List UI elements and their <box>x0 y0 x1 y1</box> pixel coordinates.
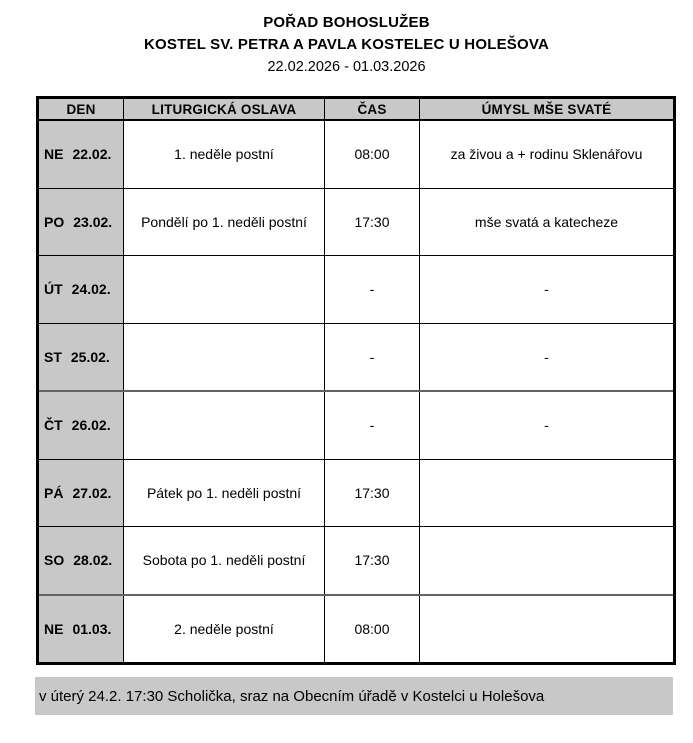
table-row <box>38 188 675 256</box>
day-abbrev: ÚT <box>44 281 63 298</box>
column-header-umysl-mse-svate: ÚMYSL MŠE SVATÉ <box>420 98 675 121</box>
day-abbrev: NE <box>44 146 64 163</box>
liturgy-cell <box>124 256 325 324</box>
day-abbrev: PÁ <box>44 484 64 501</box>
intention-cell: za živou a + rodinu Sklenářovu <box>420 120 675 188</box>
table-row <box>38 595 675 664</box>
page-subtitle: KOSTEL SV. PETRA A PAVLA KOSTELEC U HOLEŠOVA <box>144 36 549 53</box>
day-date: 01.03. <box>72 620 112 637</box>
time-cell: - <box>325 323 420 391</box>
time-cell: 08:00 <box>325 595 420 664</box>
column-header-liturgicka-oslava: LITURGICKÁ OSLAVA <box>124 98 325 121</box>
intention-cell: - <box>420 256 675 324</box>
day-cell <box>38 323 124 391</box>
day-cell <box>38 527 124 595</box>
time-cell: 08:00 <box>325 120 420 188</box>
day-date: 27.02. <box>72 484 112 501</box>
page-title: POŘAD BOHOSLUŽEB <box>263 14 430 31</box>
intention-cell: - <box>420 391 675 459</box>
schedule-table <box>36 96 676 665</box>
liturgy-cell: Pátek po 1. neděli postní <box>124 459 325 527</box>
day-date: 28.02. <box>73 552 113 569</box>
liturgy-cell <box>124 391 325 459</box>
table-row <box>38 120 675 188</box>
intention-cell <box>420 595 675 664</box>
time-cell: 17:30 <box>325 459 420 527</box>
day-abbrev: ČT <box>44 417 63 434</box>
day-abbrev: SO <box>44 552 65 569</box>
liturgy-cell: Pondělí po 1. neděli postní <box>124 188 325 256</box>
column-header-cas: ČAS <box>325 98 420 121</box>
time-cell: 17:30 <box>325 188 420 256</box>
day-cell <box>38 595 124 664</box>
table-row <box>38 256 675 324</box>
day-cell <box>38 188 124 256</box>
day-date: 22.02. <box>72 146 112 163</box>
column-header-den: DEN <box>38 98 124 121</box>
footer-note: v úterý 24.2. 17:30 Scholička, sraz na Obecním úřadě v Kostelci u Holešova <box>35 677 673 715</box>
day-date: 25.02. <box>70 348 110 365</box>
time-cell: 17:30 <box>325 527 420 595</box>
intention-cell: mše svatá a katecheze <box>420 188 675 256</box>
day-abbrev: NE <box>44 620 64 637</box>
intention-cell <box>420 527 675 595</box>
day-cell <box>38 391 124 459</box>
day-cell <box>38 459 124 527</box>
day-abbrev: PO <box>44 213 65 230</box>
liturgy-cell: Sobota po 1. neděli postní <box>124 527 325 595</box>
day-date: 23.02. <box>73 213 113 230</box>
liturgy-cell <box>124 323 325 391</box>
table-row <box>38 459 675 527</box>
table-row <box>38 527 675 595</box>
day-date: 26.02. <box>71 417 111 434</box>
time-cell: - <box>325 391 420 459</box>
document-header <box>0 12 693 78</box>
table-row <box>38 391 675 459</box>
day-abbrev: ST <box>44 348 62 365</box>
day-cell <box>38 256 124 324</box>
time-cell: - <box>325 256 420 324</box>
table-header-row <box>38 98 675 121</box>
liturgy-cell: 2. neděle postní <box>124 595 325 664</box>
table-row <box>38 323 675 391</box>
intention-cell <box>420 459 675 527</box>
day-cell <box>38 120 124 188</box>
liturgy-cell: 1. neděle postní <box>124 120 325 188</box>
intention-cell: - <box>420 323 675 391</box>
date-range: 22.02.2026 - 01.03.2026 <box>267 59 426 75</box>
day-date: 24.02. <box>71 281 111 298</box>
